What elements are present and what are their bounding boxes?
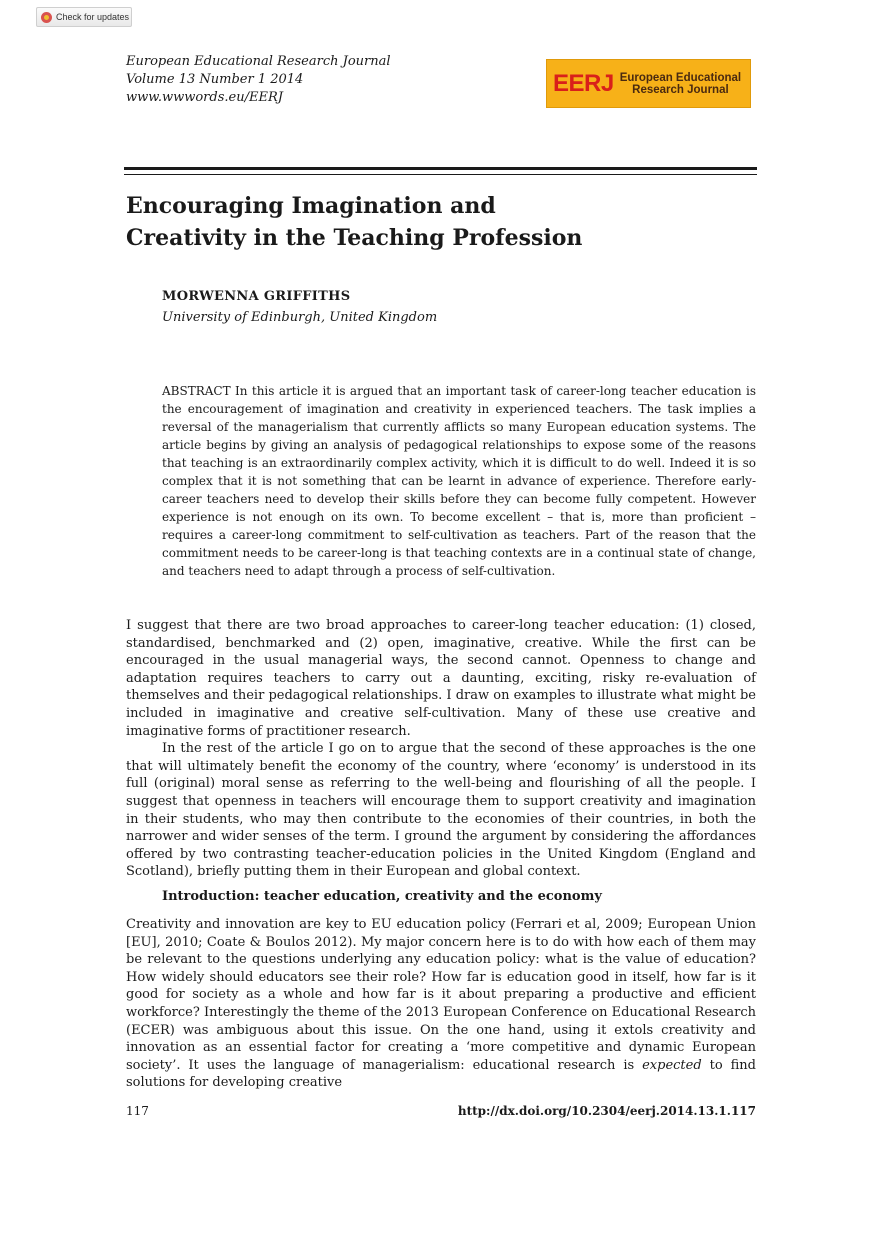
journal-url[interactable]: www.wwwords.eu/EERJ bbox=[126, 90, 283, 105]
doi-link[interactable]: http://dx.doi.org/10.2304/eerj.2014.13.1.117 bbox=[457, 1104, 756, 1118]
logo-name-line1: European Educational bbox=[619, 71, 742, 84]
check-for-updates-button[interactable] bbox=[36, 7, 132, 27]
emphasis-text: expected bbox=[642, 1057, 702, 1073]
page-number: 117 bbox=[126, 1104, 149, 1118]
logo-name bbox=[614, 72, 741, 96]
body-section-introduction bbox=[126, 916, 756, 1092]
paragraph: In the rest of the article I go on to argue that the second of these approaches is the one that will ultimately benefit the economy of the country, where ‘economy’ is understood in its full (original) moral sense as referring to the well-being and flourishing of all the people. I suggest that openness in teachers will encourage them to support creativity and imagination in their students, who may then contribute to the economies of their countries, in both the narrower and wider senses of the term. I ground the argument by considering the affordances offered by two contrasting teacher-education policies in the United Kingdom (England and Scotland), briefly putting them in their European and global context. bbox=[126, 741, 756, 880]
title-line-1: Encouraging Imagination and bbox=[126, 193, 496, 219]
body-section-intro bbox=[126, 617, 756, 881]
crossmark-icon bbox=[41, 12, 52, 23]
journal-logo bbox=[546, 59, 751, 108]
paragraph bbox=[126, 916, 756, 1092]
author-name: MORWENNA GRIFFITHS bbox=[162, 289, 351, 304]
abstract: ABSTRACT In this article it is argued that an important task of career-long teacher education is the encouragement of imagination and creativity in experienced teachers. The task implies a reversal of the managerialism that currently afflicts so many European education systems. The article begins by giving an analysis of pedagogical relationships to expose some of the reasons that teaching is an extraordinarily complex activity, which it is difficult to do well. Indeed it is so complex that it is not something that can be learnt in advance of experience. Therefore early-career teachers need to develop their skills before they can become fully competent. However experience is not enough on its own. To become excellent – that is, more than proficient – requires a career-long commitment to self-cultivation as teachers. Part of the reason that the commitment needs to be career-long is that teaching contexts are in a continual state of change, and teachers need to adapt through a process of self-cultivation. bbox=[162, 384, 756, 578]
logo-mark: EERJ bbox=[553, 69, 614, 97]
section-heading: Introduction: teacher education, creativity and the economy bbox=[162, 889, 602, 904]
journal-name: European Educational Research Journal bbox=[126, 54, 391, 69]
journal-info bbox=[126, 53, 391, 107]
logo-name-line2: Research Journal bbox=[632, 83, 729, 96]
journal-volume: Volume 13 Number 1 2014 bbox=[126, 72, 304, 87]
paragraph-text: Creativity and innovation are key to EU education policy (Ferrari et al, 2009; European Union [EU], 2010; Coate & Boulos 2012). My major concern here is to do with how each of them may be relevant to the questions underlying any education policy: what is the value of education? How widely should educators see their role? How far is education good in itself, how far is it good for society as a whole and how far is it about preparing a productive and efficient workforce? Interestingly the theme of the 2013 European Conference on Educational Research (ECER) was ambiguous about this issue. On the one hand, using it extols creativity and innovation as an essential factor for creating a ‘more competitive and dynamic European society’. It uses the language of managerialism: educational research is bbox=[126, 917, 756, 1073]
check-for-updates-label: Check for updates bbox=[56, 12, 130, 22]
paragraph: I suggest that there are two broad approaches to career-long teacher education: (1) closed, standardised, benchmarked and (2) open, imaginative, creative. While the first can be encouraged in the usual managerial ways, the second cannot. Openness to change and adaptation requires teachers to carry out a daunting, exciting, risky re-evaluation of themselves and their pedagogical relationships. I draw on examples to illustrate what might be included in imaginative and creative self-cultivation. Many of these use creative and imaginative forms of practitioner research. bbox=[126, 618, 756, 739]
header-rule-thin bbox=[124, 174, 757, 175]
header-rule-thick bbox=[124, 167, 757, 170]
title-line-2: Creativity in the Teaching Profession bbox=[126, 225, 583, 251]
author-affiliation: University of Edinburgh, United Kingdom bbox=[162, 310, 438, 325]
article-title bbox=[126, 190, 746, 254]
paragraph-text-cont: to find solutions for developing creative bbox=[126, 1057, 756, 1091]
